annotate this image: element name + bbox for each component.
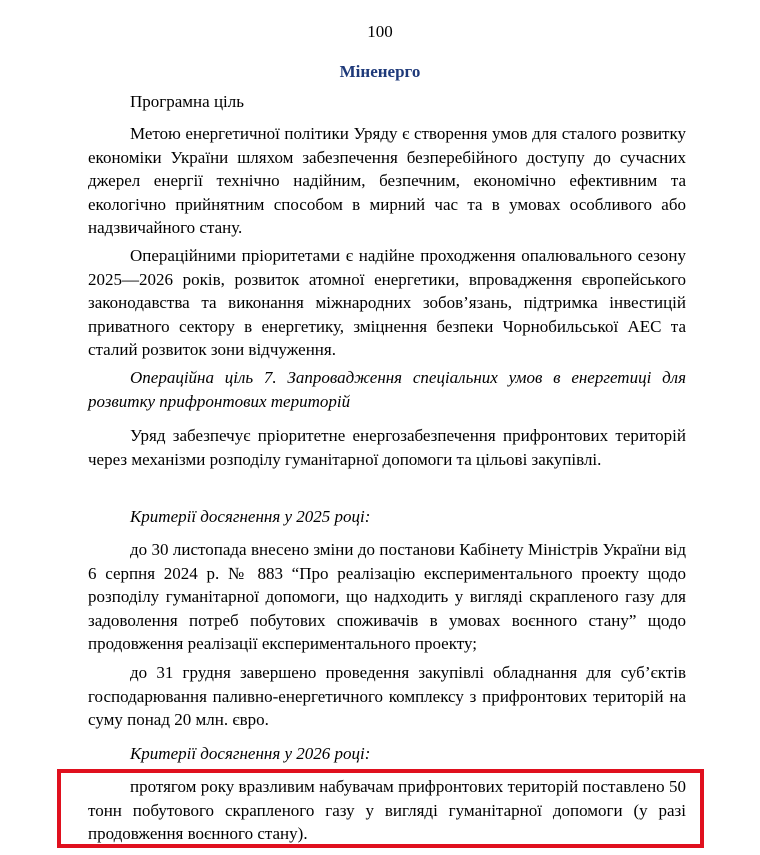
criteria-2025-item: до 30 листопада внесено зміни до постанови Кабінету Міністрів України від 6 серпня 2024 р. № 883 “Про реалізацію експериментального проекту щодо розподілу гуманітарної допомоги, що надходить у вигляді скрапленого газу для задоволення потреб побутових споживачів в умовах воєнного стану” щодо продовження реалізації експериментального проекту; bbox=[88, 540, 686, 653]
criteria-2026-label: Критерії досягнення у 2026 році: bbox=[130, 744, 371, 763]
page-number: 100 bbox=[367, 22, 393, 41]
program-goal-paragraph: Метою енергетичної політики Уряду є створення умов для сталого розвитку економіки України шляхом забезпечення безперебійного доступу до сучасних джерел енергії технічно надійним, безпечним, економічно ефективним та екологічно прийнятним способом в мирний час та в умовах особливого або надзвичайного стану. bbox=[88, 124, 686, 237]
priorities-paragraph: Операційними пріоритетами є надійне проходження опалювального сезону 2025—2026 років, розвиток атомної енергетики, впровадження європейського законодавства та виконання міжнародних зобов’язань, підтримка інвестицій приватного сектору в енергетику, зміцнення безпеки Чорнобильської АЕС та сталий розвиток зони відчуження. bbox=[88, 246, 686, 359]
operational-goal-paragraph: Уряд забезпечує пріоритетне енергозабезпечення прифронтових територій через механізми розподілу гуманітарної допомоги та цільові закупівлі. bbox=[88, 426, 686, 469]
criteria-2026-item: протягом року вразливим набувачам прифронтових територій поставлено 50 тонн побутового скрапленого газу у вигляді гуманітарної допомоги (у разі продовження воєнного стану). bbox=[88, 777, 686, 843]
operational-goal-heading: Операційна ціль 7. Запровадження спеціальних умов в енергетиці для розвитку прифронтових територій bbox=[88, 368, 686, 411]
program-goal-label: Програмна ціль bbox=[130, 92, 245, 111]
criteria-2025-label: Критерії досягнення у 2025 році: bbox=[130, 507, 371, 526]
criteria-2025-item: до 31 грудня завершено проведення закупівлі обладнання для суб’єктів господарювання паливно-енергетичного комплексу з прифронтових територій на суму понад 20 млн. євро. bbox=[88, 663, 686, 729]
ministry-heading: Міненерго bbox=[339, 62, 421, 81]
